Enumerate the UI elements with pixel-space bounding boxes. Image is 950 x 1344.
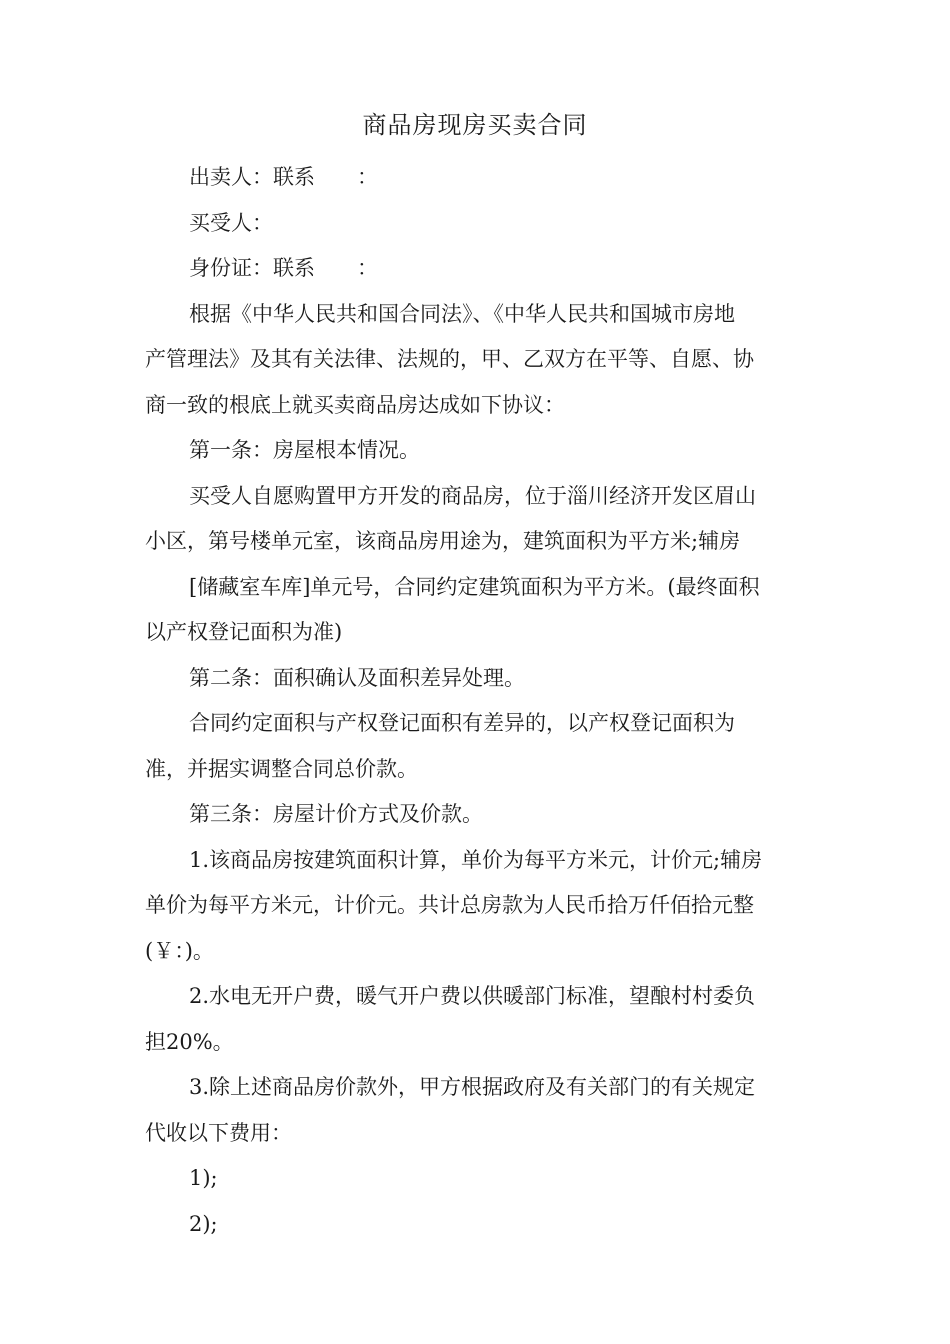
seller-line (145, 155, 810, 201)
text-line: 产管理法》及其有关法律、法规的，甲、乙双方在平等、自愿、协 (145, 347, 754, 371)
text-line: 2.水电无开户费，暖气开户费以供暖部门标准，望酿村村委负 (189, 984, 756, 1008)
text-line: 商一致的根底上就买卖商品房达成如下协议： (145, 392, 565, 417)
text-line: 2); (189, 1211, 218, 1236)
article-1-paragraph-2 (145, 565, 810, 656)
article-3-item-1 (145, 838, 810, 975)
article-1-paragraph-1 (145, 474, 810, 565)
preamble-paragraph (145, 292, 810, 429)
text-line: 第三条：房屋计价方式及价款。 (189, 802, 483, 826)
text-line: 第二条：面积确认及面积差异处理。 (189, 665, 525, 690)
article-1-heading (145, 428, 810, 474)
fee-item-2 (145, 1202, 810, 1248)
text-line: 身份证：联系 ： (189, 256, 378, 280)
article-3-item-3 (145, 1065, 810, 1156)
text-line: 代收以下费用： (145, 1120, 292, 1145)
article-2-paragraph (145, 701, 810, 792)
document-body (145, 155, 810, 1247)
text-line: 买受人自愿购置甲方开发的商品房，位于淄川经济开发区眉山 (189, 483, 756, 508)
article-3-heading (145, 792, 810, 838)
text-line: 第一条：房屋根本情况。 (189, 438, 420, 462)
text-line: 小区，第号楼单元室，该商品房用途为，建筑面积为平方米;辅房 (145, 529, 741, 553)
text-line: 1.该商品房按建筑面积计算，单价为每平方米元，计价元;辅房 (189, 847, 763, 872)
text-line: 3.除上述商品房价款外，甲方根据政府及有关部门的有关规定 (189, 1075, 756, 1099)
text-line: 准，并据实调整合同总价款。 (145, 756, 418, 781)
text-line: 合同约定面积与产权登记面积有差异的，以产权登记面积为 (189, 711, 735, 735)
id-line (145, 246, 810, 292)
text-line: 根据《中华人民共和国合同法》、《中华人民共和国城市房地 (189, 301, 735, 326)
document-title: 商品房现房买卖合同 (362, 111, 588, 139)
buyer-line (145, 201, 810, 247)
fee-item-1 (145, 1156, 810, 1202)
text-line: (￥：)。 (145, 938, 214, 963)
text-line: 担20%。 (145, 1029, 234, 1054)
article-3-item-2 (145, 974, 810, 1065)
text-line: 1); (189, 1166, 218, 1190)
text-line: 单价为每平方米元，计价元。共计总房款为人民币拾万仟佰拾元整 (145, 893, 754, 917)
text-line: 买受人： (189, 210, 273, 235)
text-line: 以产权登记面积为准) (145, 620, 343, 644)
article-2-heading (145, 656, 810, 702)
text-line: [储藏室车库]单元号，合同约定建筑面积为平方米。(最终面积 (189, 574, 760, 599)
text-line: 出卖人：联系 ： (189, 165, 378, 189)
